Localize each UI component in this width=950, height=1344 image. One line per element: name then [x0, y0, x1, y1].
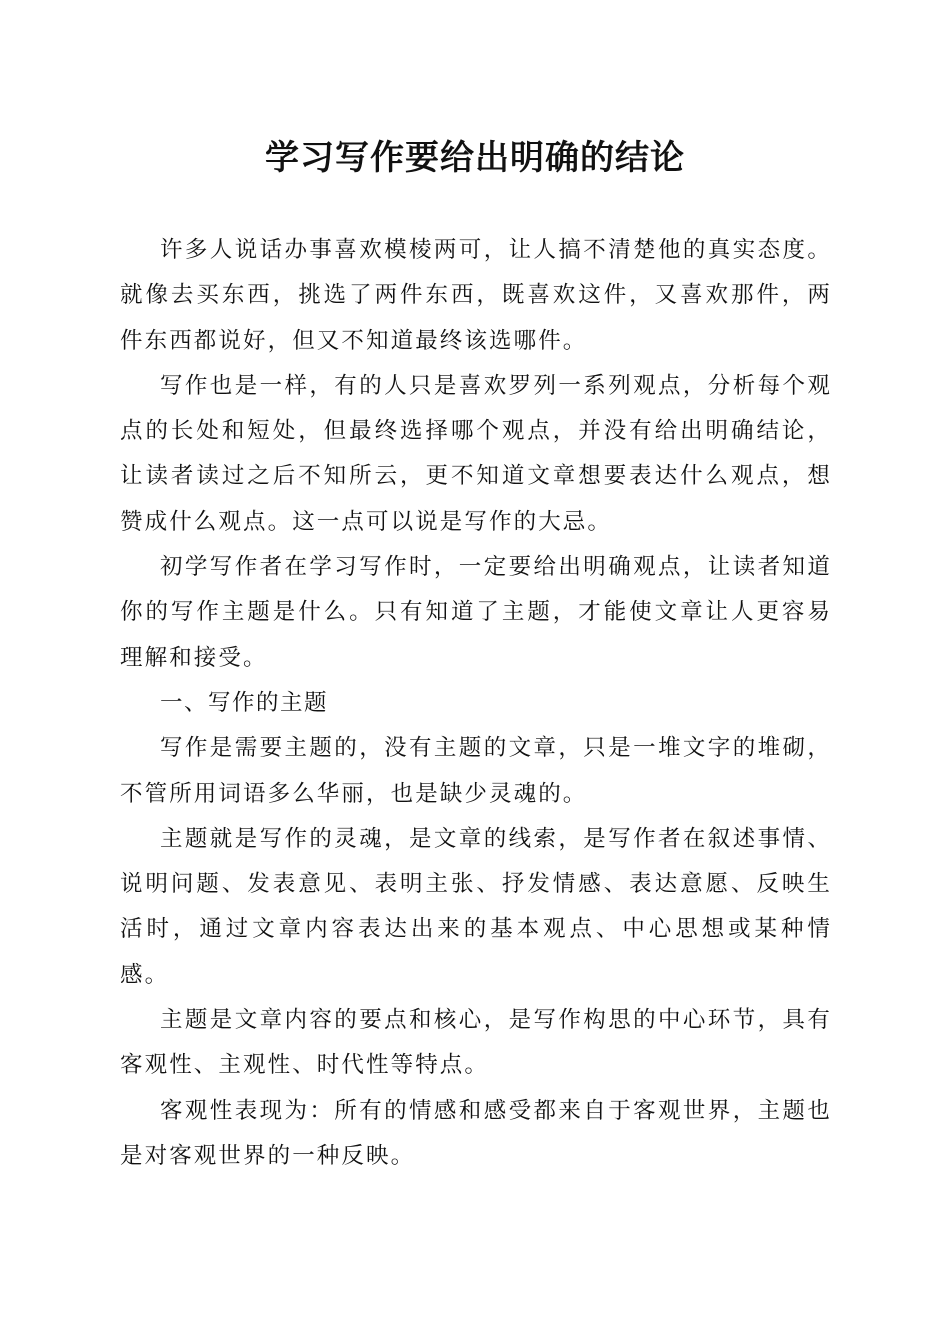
- paragraph-2: 写作也是一样，有的人只是喜欢罗列一系列观点，分析每个观点的长处和短处，但最终选择哪个观点，并没有给出明确结论，让读者读过之后不知所云，更不知道文章想要表达什么观点，想赞成什么观点。这一点可以说是写作的大忌。: [120, 372, 832, 535]
- paragraph-4: 写作是需要主题的，没有主题的文章，只是一堆文字的堆砌，不管所用词语多么华丽，也是缺少灵魂的。: [120, 735, 832, 807]
- section-heading-1: 一、写作的主题: [160, 689, 329, 716]
- paragraph-5: 主题就是写作的灵魂，是文章的线索，是写作者在叙述事情、说明问题、发表意见、表明主张、抒发情感、表达意愿、反映生活时，通过文章内容表达出来的基本观点、中心思想或某种情感。: [120, 825, 832, 988]
- paragraph-7: 客观性表现为：所有的情感和感受都来自于客观世界，主题也是对客观世界的一种反映。: [120, 1097, 832, 1169]
- document-title: 学习写作要给出明确的结论: [265, 138, 685, 178]
- document-body: [120, 228, 832, 1179]
- paragraph-1: 许多人说话办事喜欢模棱两可，让人搞不清楚他的真实态度。就像去买东西，挑选了两件东西，既喜欢这件，又喜欢那件，两件东西都说好，但又不知道最终该选哪件。: [120, 237, 832, 354]
- paragraph-3: 初学写作者在学习写作时，一定要给出明确观点，让读者知道你的写作主题是什么。只有知道了主题，才能使文章让人更容易理解和接受。: [120, 554, 832, 671]
- paragraph-6: 主题是文章内容的要点和核心，是写作构思的中心环节，具有客观性、主观性、时代性等特点。: [120, 1007, 832, 1079]
